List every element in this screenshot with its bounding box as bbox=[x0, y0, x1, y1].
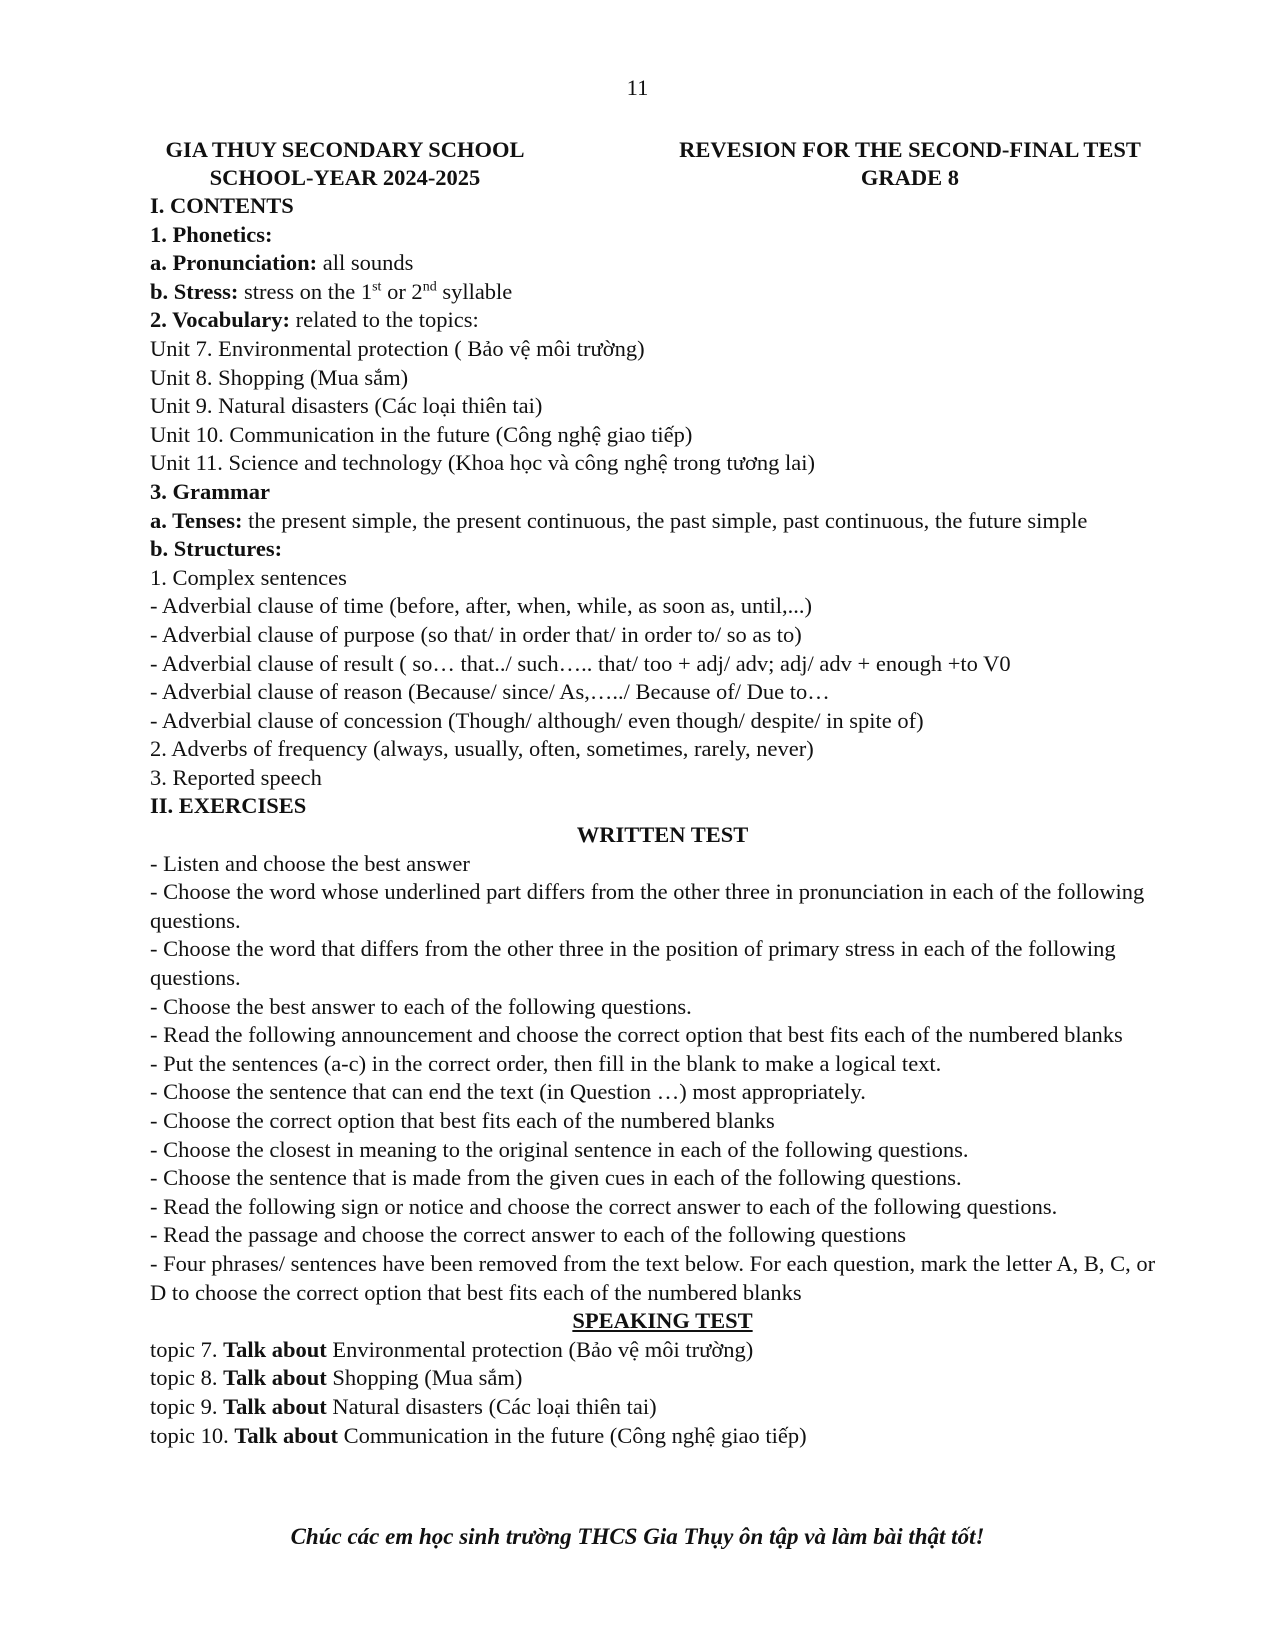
written-item: - Choose the best answer to each of the following questions. bbox=[150, 993, 692, 1019]
speaking-item-rest: Environmental protection (Bảo vệ môi trường) bbox=[326, 1336, 754, 1362]
speaking-item bbox=[150, 1393, 1175, 1422]
speaking-item-prefix: topic 9. bbox=[150, 1393, 224, 1419]
grade-label: GRADE 8 bbox=[860, 165, 960, 190]
speaking-test-heading: SPEAKING TEST bbox=[572, 1308, 753, 1334]
structure-item: 3. Reported speech bbox=[150, 764, 322, 790]
speaking-item-prefix: topic 8. bbox=[150, 1365, 224, 1391]
speaking-item-bold: Talk about bbox=[223, 1393, 327, 1419]
written-item: - Read the following sign or notice and choose the correct answer to each of the following questions. bbox=[150, 1193, 1058, 1219]
speaking-item-rest: Natural disasters (Các loại thiên tai) bbox=[326, 1393, 657, 1419]
stress-text-1: stress on the 1 bbox=[238, 278, 373, 304]
written-test-heading: WRITTEN TEST bbox=[576, 822, 749, 848]
school-name: GIA THUY SECONDARY SCHOOL bbox=[165, 137, 525, 162]
speaking-item-rest: Communication in the future (Công nghệ giao tiếp) bbox=[337, 1422, 807, 1448]
tenses-line bbox=[150, 507, 1175, 536]
written-item: - Put the sentences (a-c) in the correct order, then fill in the blank to make a logical text. bbox=[150, 1050, 942, 1076]
structure-item: - Adverbial clause of reason (Because/ since/ As,…../ Because of/ Due to… bbox=[150, 679, 830, 705]
written-item: - Choose the correct option that best fits each of the numbered blanks bbox=[150, 1108, 775, 1133]
pronunciation-line bbox=[150, 249, 1175, 278]
contents-heading: I. CONTENTS bbox=[150, 193, 294, 218]
speaking-item-prefix: topic 10. bbox=[150, 1422, 235, 1448]
grammar-heading: 3. Grammar bbox=[150, 478, 270, 504]
pronunciation-text: all sounds bbox=[317, 250, 414, 276]
stress-text-3: syllable bbox=[436, 278, 513, 304]
vocabulary-text: related to the topics: bbox=[290, 307, 479, 333]
written-item: - Choose the sentence that is made from the given cues in each of the following questions. bbox=[150, 1165, 962, 1191]
speaking-item-rest: Shopping (Mua sắm) bbox=[326, 1365, 523, 1391]
stress-text-2: or 2 bbox=[381, 278, 423, 304]
written-item: - Choose the word that differs from the other three in the position of primary stress in each of the following questions. bbox=[150, 936, 1116, 991]
vocabulary-line bbox=[150, 306, 1175, 335]
header-right bbox=[630, 136, 1190, 192]
structure-item: - Adverbial clause of purpose (so that/ in order that/ in order to/ so as to) bbox=[150, 621, 802, 647]
structures-heading: b. Structures: bbox=[150, 536, 283, 562]
written-item: - Read the passage and choose the correct answer to each of the following questions bbox=[150, 1222, 906, 1248]
stress-sup-2: nd bbox=[422, 279, 437, 295]
structure-item: 1. Complex sentences bbox=[150, 564, 347, 590]
page-number: 11 bbox=[626, 75, 649, 100]
speaking-item-prefix: topic 7. bbox=[150, 1336, 224, 1362]
stress-line bbox=[150, 278, 1175, 307]
speaking-item-bold: Talk about bbox=[234, 1422, 338, 1448]
speaking-item bbox=[150, 1364, 1175, 1393]
written-item: - Choose the closest in meaning to the original sentence in each of the following questions. bbox=[150, 1136, 969, 1162]
vocabulary-unit: Unit 11. Science and technology (Khoa học và công nghệ trong tương lai) bbox=[150, 450, 815, 476]
written-item: - Choose the sentence that can end the text (in Question …) most appropriately. bbox=[150, 1079, 866, 1105]
closing-message: Chúc các em học sinh trường THCS Gia Thụy ôn tập và làm bài thật tốt! bbox=[290, 1524, 985, 1549]
tenses-text: the present simple, the present continuous, the past simple, past continuous, the future simple bbox=[242, 507, 1088, 533]
written-item: - Read the following announcement and choose the correct option that best fits each of the numbered blanks bbox=[150, 1022, 1123, 1048]
document-title: REVESION FOR THE SECOND-FINAL TEST bbox=[679, 137, 1141, 162]
speaking-item-bold: Talk about bbox=[223, 1365, 327, 1391]
stress-label: b. Stress: bbox=[150, 278, 239, 304]
vocabulary-unit: Unit 10. Communication in the future (Công nghệ giao tiếp) bbox=[150, 421, 693, 447]
structure-item: 2. Adverbs of frequency (always, usually, often, sometimes, rarely, never) bbox=[150, 736, 814, 762]
stress-sup-1: st bbox=[372, 279, 382, 295]
phonetics-heading: 1. Phonetics: bbox=[150, 221, 273, 247]
structure-item: - Adverbial clause of time (before, after, when, while, as soon as, until,...) bbox=[150, 593, 813, 619]
vocabulary-unit: Unit 7. Environmental protection ( Bảo vệ môi trường) bbox=[150, 335, 645, 361]
vocabulary-unit: Unit 9. Natural disasters (Các loại thiên tai) bbox=[150, 393, 543, 419]
header-left bbox=[110, 136, 580, 192]
tenses-label: a. Tenses: bbox=[150, 507, 243, 533]
exercises-heading: II. EXERCISES bbox=[150, 793, 307, 819]
pronunciation-label: a. Pronunciation: bbox=[150, 250, 318, 276]
document-body bbox=[150, 192, 1175, 1450]
structure-item: - Adverbial clause of concession (Though/ although/ even though/ despite/ in spite of) bbox=[150, 707, 924, 733]
school-year: SCHOOL-YEAR 2024-2025 bbox=[209, 165, 481, 190]
speaking-item-bold: Talk about bbox=[223, 1336, 327, 1362]
speaking-item bbox=[150, 1422, 1175, 1451]
written-item: - Listen and choose the best answer bbox=[150, 850, 470, 876]
vocabulary-unit: Unit 8. Shopping (Mua sắm) bbox=[150, 364, 409, 390]
vocabulary-label: 2. Vocabulary: bbox=[150, 307, 291, 333]
structure-item: - Adverbial clause of result ( so… that../ such….. that/ too + adj/ adv; adj/ adv + enough +to V0 bbox=[150, 650, 1011, 676]
written-item: - Choose the word whose underlined part differs from the other three in pronunciation in each of the following questions. bbox=[150, 879, 1145, 933]
speaking-item bbox=[150, 1336, 1175, 1365]
written-item: - Four phrases/ sentences have been removed from the text below. For each question, mark the letter A, B, C, or D to choose the correct option that best fits each of the numbered blanks bbox=[150, 1250, 1156, 1305]
